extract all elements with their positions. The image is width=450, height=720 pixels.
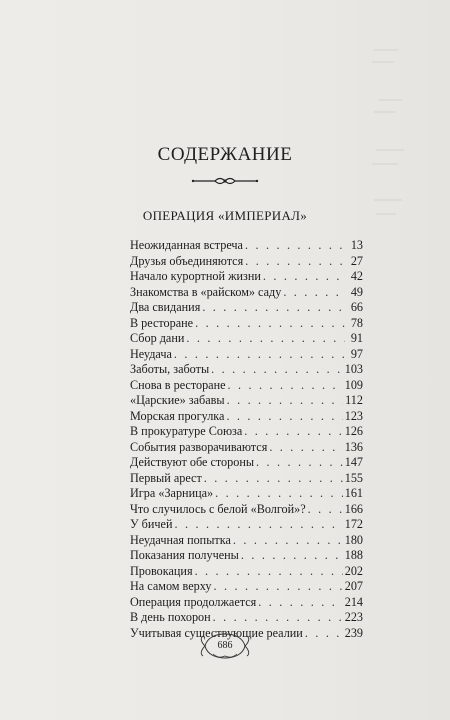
toc-entry-page: 123 <box>344 408 363 423</box>
toc-entry-page: 66 <box>350 300 363 314</box>
dot-leader <box>269 440 342 456</box>
toc-entry <box>130 409 363 425</box>
dot-leader <box>256 455 343 471</box>
toc-entry-page: 109 <box>344 377 363 392</box>
toc-entry-page: 103 <box>344 362 363 376</box>
toc-entry-page: 239 <box>344 625 363 640</box>
toc-entry <box>130 393 363 409</box>
toc-entry <box>130 440 363 456</box>
dot-leader <box>213 579 342 595</box>
toc-entry-title: Операция продолжается <box>130 594 257 609</box>
toc-entry <box>130 486 363 502</box>
dot-leader <box>305 626 343 642</box>
dot-leader <box>233 533 343 549</box>
dot-leader <box>202 300 345 316</box>
dot-leader <box>283 285 345 301</box>
toc-entry-page: 78 <box>350 315 363 330</box>
dot-leader <box>213 610 343 626</box>
toc-entry <box>130 331 363 347</box>
toc-entry <box>130 502 363 518</box>
toc-entry-title: Начало курортной жизни <box>130 269 261 283</box>
toc-entry-title: Действуют обе стороны <box>130 455 255 469</box>
toc-entry <box>130 300 363 316</box>
toc-entry <box>130 579 363 595</box>
toc-entry-page: 91 <box>350 331 363 345</box>
toc-entry-title: Знакомства в «райском» саду <box>130 284 282 299</box>
toc-entry-title: Два свидания <box>130 300 201 314</box>
toc-entry <box>130 362 363 378</box>
toc-entry-title: Друзья объединяются <box>130 253 244 268</box>
toc-entry-page: 147 <box>344 455 363 469</box>
toc-entry-title: Неудача <box>130 346 172 361</box>
toc-entry <box>130 564 363 580</box>
toc-entry-title: События разворачиваются <box>130 439 268 454</box>
bleed-through-text <box>368 40 450 230</box>
toc-entry-title: Игра «Зарница» <box>130 486 214 500</box>
toc-entry <box>130 238 363 254</box>
toc-entry-page: 166 <box>344 501 363 516</box>
dot-leader <box>226 409 342 425</box>
toc-entry-page: 112 <box>345 393 363 407</box>
ornament-divider-icon <box>191 175 259 187</box>
toc-entry <box>130 471 363 487</box>
dot-leader <box>195 316 345 332</box>
toc-entry-title: Неудачная попытка <box>130 532 231 547</box>
dot-leader <box>228 378 343 394</box>
dot-leader <box>245 238 345 254</box>
toc-entry-title: «Царские» забавы <box>130 393 225 407</box>
toc-entry <box>130 548 363 564</box>
toc-entry-page: 155 <box>344 470 363 485</box>
toc-entry-page: 97 <box>350 346 363 361</box>
toc-entry-title: В день похорон <box>130 610 211 624</box>
toc-entry <box>130 347 363 363</box>
toc-entry <box>130 610 363 626</box>
toc-entry-title: У бичей <box>130 517 173 531</box>
toc-entry <box>130 378 363 394</box>
toc-entry <box>130 285 363 301</box>
toc-entry-page: 207 <box>344 579 363 593</box>
section-heading: ОПЕРАЦИЯ «ИМПЕРИАЛ» <box>142 208 308 223</box>
toc-entry <box>130 424 363 440</box>
toc-entry-page: 49 <box>350 284 363 299</box>
toc-entry-title: В ресторане <box>130 315 194 330</box>
toc-entry <box>130 517 363 533</box>
dot-leader <box>244 424 342 440</box>
toc-entry-page: 172 <box>344 517 363 531</box>
toc-entry-page: 223 <box>344 610 363 624</box>
toc-entry <box>130 269 363 285</box>
toc-entry-title: Заботы, заботы <box>130 362 210 376</box>
dot-leader <box>227 393 344 409</box>
toc-entry <box>130 316 363 332</box>
toc-entry-page: 126 <box>344 424 363 438</box>
dot-leader <box>204 471 343 487</box>
toc-entry-page: 180 <box>344 532 363 547</box>
table-of-contents <box>130 238 363 641</box>
page-number: 686 <box>217 640 233 651</box>
dot-leader <box>263 269 345 285</box>
toc-entry <box>130 254 363 270</box>
toc-entry-page: 214 <box>344 594 363 609</box>
toc-entry <box>130 595 363 611</box>
toc-entry-title: Сбор дани <box>130 331 185 345</box>
toc-entry-page: 202 <box>344 563 363 578</box>
dot-leader <box>211 362 343 378</box>
toc-entry-title: Что случилось с белой «Волгой»? <box>130 501 306 516</box>
toc-entry-title: Провокация <box>130 563 193 578</box>
dot-leader <box>245 254 345 270</box>
page-title: СОДЕРЖАНИЕ <box>157 144 293 165</box>
dot-leader <box>215 486 343 502</box>
toc-entry-page: 27 <box>350 253 363 268</box>
toc-entry-title: Показания получены <box>130 548 239 562</box>
toc-entry-page: 188 <box>344 548 363 562</box>
dot-leader <box>174 347 345 363</box>
toc-entry <box>130 533 363 549</box>
dot-leader <box>258 595 342 611</box>
toc-entry-title: На самом верху <box>130 579 212 593</box>
dot-leader <box>186 331 345 347</box>
toc-entry-title: В прокуратуре Союза <box>130 424 243 438</box>
toc-entry-title: Первый арест <box>130 470 202 485</box>
toc-entry-title: Снова в ресторане <box>130 377 226 392</box>
dot-leader <box>174 517 342 533</box>
toc-entry-title: Учитывая существующие реалии <box>130 625 303 640</box>
dot-leader <box>195 564 343 580</box>
toc-entry <box>130 455 363 471</box>
dot-leader <box>241 548 343 564</box>
toc-entry-page: 161 <box>344 486 363 500</box>
toc-entry-page: 136 <box>344 439 363 454</box>
toc-entry-page: 42 <box>350 269 363 283</box>
toc-entry-title: Неожиданная встреча <box>130 238 243 252</box>
toc-entry-page: 13 <box>350 238 363 252</box>
toc-entry-title: Морская прогулка <box>130 408 225 423</box>
dot-leader <box>308 502 343 518</box>
